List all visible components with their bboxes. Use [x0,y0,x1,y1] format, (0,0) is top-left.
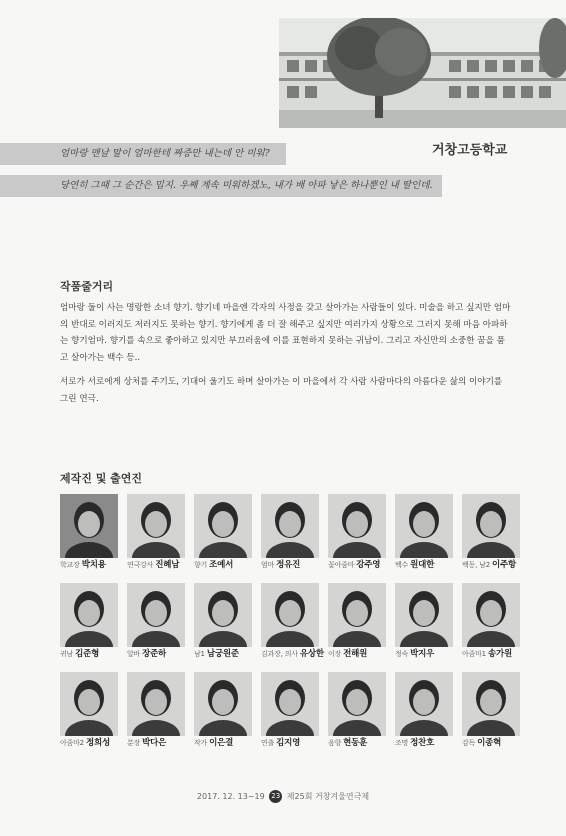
cast-card [127,672,185,749]
person-silhouette-icon [261,583,319,647]
cast-name: 김준형 [75,649,100,659]
cast-name: 송가원 [487,649,513,659]
face-shape [480,511,502,537]
cast-card [127,494,185,571]
face-shape [212,511,234,537]
face-shape [413,689,435,715]
cast-name: 이종혁 [477,738,502,748]
face-shape [413,511,435,537]
cast-caption [127,649,185,660]
person-silhouette-icon [261,494,319,558]
shoulders-shape [266,720,314,736]
shoulders-shape [467,631,515,647]
portrait-photo [328,672,386,736]
cast-caption [194,738,252,749]
cast-row-3 [60,672,520,749]
face-shape [279,689,301,715]
person-silhouette-icon [194,494,252,558]
cast-caption [261,738,319,749]
cast-name: 정유진 [276,560,301,570]
cast-card [261,494,319,571]
shoulders-shape [199,720,247,736]
cast-caption [60,560,118,571]
cast-name: 현동훈 [343,738,368,748]
cast-row-2 [60,583,520,660]
person-silhouette-icon [462,494,520,558]
portrait-photo [60,672,118,736]
portrait-photo [127,583,185,647]
cast-role: 아줌마1 [462,650,486,658]
cast-name: 이은결 [209,738,234,748]
person-silhouette-icon [60,583,118,647]
cast-name: 장준하 [142,649,167,659]
shoulders-shape [266,542,314,558]
shoulders-shape [467,542,515,558]
person-silhouette-icon [395,494,453,558]
portrait-photo [462,494,520,558]
person-silhouette-icon [60,494,118,558]
cast-role: 아줌마2 [60,739,84,747]
quote-text-2: 당연히 그때 그 순간은 밉지. 우째 계속 미워하겠노, 내가 배 아파 낳은 하나뿐인 내 딸인데. [60,180,433,191]
cast-role: 귀남 [60,650,74,658]
cast-caption [462,560,520,571]
cast-role: 정숙 [395,650,409,658]
portrait-photo [395,583,453,647]
cast-card [395,672,453,749]
cast-role: 김과장, 의사 [261,650,298,658]
cast-caption [127,560,185,571]
cast-card [127,583,185,660]
portrait-photo [261,672,319,736]
synopsis-paragraph-2: 서로가 서로에게 상처를 주기도, 기대어 울기도 하며 살아가는 이 마을에서 각 사람 사람마다의 아름다운 삶의 이야기를 그린 연극. [60,377,503,404]
person-silhouette-icon [60,672,118,736]
face-shape [279,511,301,537]
cast-caption [395,649,453,660]
cast-name: 김지영 [276,738,301,748]
cast-card [395,494,453,571]
person-silhouette-icon [395,583,453,647]
person-silhouette-icon [127,672,185,736]
shoulders-shape [333,631,381,647]
cast-caption [60,738,118,749]
portrait-photo [395,494,453,558]
cast-card [60,672,118,749]
face-shape [480,600,502,626]
school-name: 거창고등학교 [432,143,508,158]
shoulders-shape [400,542,448,558]
portrait-photo [261,583,319,647]
shoulders-shape [132,631,180,647]
cast-name: 정희성 [85,738,111,748]
face-shape [145,511,167,537]
shoulders-shape [65,720,113,736]
cast-card [328,672,386,749]
portrait-photo [194,583,252,647]
face-shape [480,689,502,715]
shoulders-shape [333,542,381,558]
portrait-photo [328,583,386,647]
cast-card [462,583,520,660]
face-shape [78,600,100,626]
cast-row-1 [60,494,520,571]
cast-card [462,672,520,749]
shoulders-shape [199,631,247,647]
footer-event: 제25회 거창겨울연극제 [286,792,370,801]
cast-role: 엄마 [261,561,275,569]
face-shape [279,600,301,626]
cast-name: 박치용 [81,560,106,570]
person-silhouette-icon [261,672,319,736]
cast-role: 이장 [328,650,342,658]
person-silhouette-icon [194,583,252,647]
person-silhouette-icon [127,494,185,558]
portrait-photo [194,494,252,558]
face-shape [346,511,368,537]
cast-card [395,583,453,660]
cast-caption [328,649,386,660]
person-silhouette-icon [328,494,386,558]
shoulders-shape [132,720,180,736]
cast-caption [462,649,520,660]
school-building-photo [279,18,566,128]
shoulders-shape [266,631,314,647]
face-shape [78,511,100,537]
shoulders-shape [132,542,180,558]
quote-band-2 [0,175,442,197]
person-silhouette-icon [462,583,520,647]
quote-band-1 [0,143,286,165]
portrait-photo [60,583,118,647]
person-silhouette-icon [194,672,252,736]
portrait-photo [462,672,520,736]
shoulders-shape [65,631,113,647]
cast-card [462,494,520,571]
face-shape [346,600,368,626]
portrait-photo [60,494,118,558]
person-silhouette-icon [395,672,453,736]
cast-name: 박지우 [410,649,435,659]
cast-caption [395,738,453,749]
cast-caption [261,649,324,660]
page-number: 23 [269,790,282,803]
face-shape [346,689,368,715]
cast-card [328,494,386,571]
face-shape [78,689,100,715]
cast-name: 박다은 [142,738,167,748]
shoulders-shape [400,720,448,736]
cast-name: 정찬호 [410,738,435,748]
page-footer [0,790,566,803]
synopsis-paragraph-1: 엄마랑 둘이 사는 명랑한 소녀 향기. 향기네 마을엔 각자의 사정을 갖고 살아가는 사람들이 있다. 미술을 하고 싶지만 엄마의 반대로 이러지도 저러지도 못하는 향기. 향기에게 좀 더 잘 해주고 싶지만 여러가지 상황으로 그러지 못해 마음 아파하는 향기엄마. 향기를 속으로 좋아하고 있지만 부끄러움에 이를 표현하지 못하는 귀남이. 그리고 자신만의 소중한 꿈을 품고 살아가는 백수 등.. [60,303,511,363]
portrait-photo [127,672,185,736]
cast-role: 음향 [328,739,342,747]
cast-role: 작가 [194,739,208,747]
cast-caption [462,738,520,749]
cast-role: 학교장 [60,561,80,569]
portrait-photo [261,494,319,558]
cast-card [261,672,319,749]
cast-card [194,494,252,571]
cast-name: 이주항 [492,560,517,570]
quote-text-1: 엄마랑 맨날 말이 엄마한테 짜증만 내는데 안 미워? [60,148,270,159]
person-silhouette-icon [127,583,185,647]
cast-role: 알바 [127,650,141,658]
shoulders-shape [65,542,113,558]
cast-caption [395,560,453,571]
face-shape [212,600,234,626]
face-shape [145,689,167,715]
cast-card [60,583,118,660]
cast-caption [127,738,185,749]
cast-role: 백수 [395,561,409,569]
cast-name: 진혜남 [155,560,180,570]
cast-caption [194,560,252,571]
cast-name: 전해원 [343,649,368,659]
cast-role: 향기 [194,561,208,569]
cast-role: 백동, 남2 [462,561,490,569]
shoulders-shape [467,720,515,736]
cast-caption [261,560,319,571]
cast-card [60,494,118,571]
cast-name: 원대한 [410,560,435,570]
cast-role: 남1 [194,650,205,658]
cast-caption [194,649,252,660]
cast-name: 조예서 [209,560,234,570]
portrait-photo [194,672,252,736]
cast-caption [328,738,386,749]
cast-name: 남궁원준 [206,649,239,659]
shoulders-shape [199,542,247,558]
cast-role: 연출 [261,739,275,747]
portrait-photo [127,494,185,558]
cast-role: 감독 [462,739,476,747]
portrait-photo [462,583,520,647]
person-silhouette-icon [328,672,386,736]
cast-role: 연극강사 [127,561,154,569]
person-silhouette-icon [328,583,386,647]
synopsis-body [60,300,512,416]
cast-name: 유상한 [299,649,324,659]
cast-card [261,583,324,660]
cast-role: 꽃아줌마 [328,561,355,569]
cast-role: 조명 [395,739,409,747]
synopsis-title: 작품줄거리 [60,280,114,293]
cast-card [194,583,252,660]
portrait-photo [395,672,453,736]
shoulders-shape [400,631,448,647]
cast-caption [328,560,386,571]
person-silhouette-icon [462,672,520,736]
cast-card [328,583,386,660]
cast-caption [60,649,118,660]
cast-name: 강주영 [356,560,381,570]
cast-title: 제작진 및 출연진 [60,472,143,485]
portrait-photo [328,494,386,558]
face-shape [212,689,234,715]
footer-dates: 2017. 12. 13~19 [196,792,265,801]
cast-grid [60,494,520,749]
cast-card [194,672,252,749]
cast-role: 분장 [127,739,141,747]
face-shape [145,600,167,626]
face-shape [413,600,435,626]
shoulders-shape [333,720,381,736]
